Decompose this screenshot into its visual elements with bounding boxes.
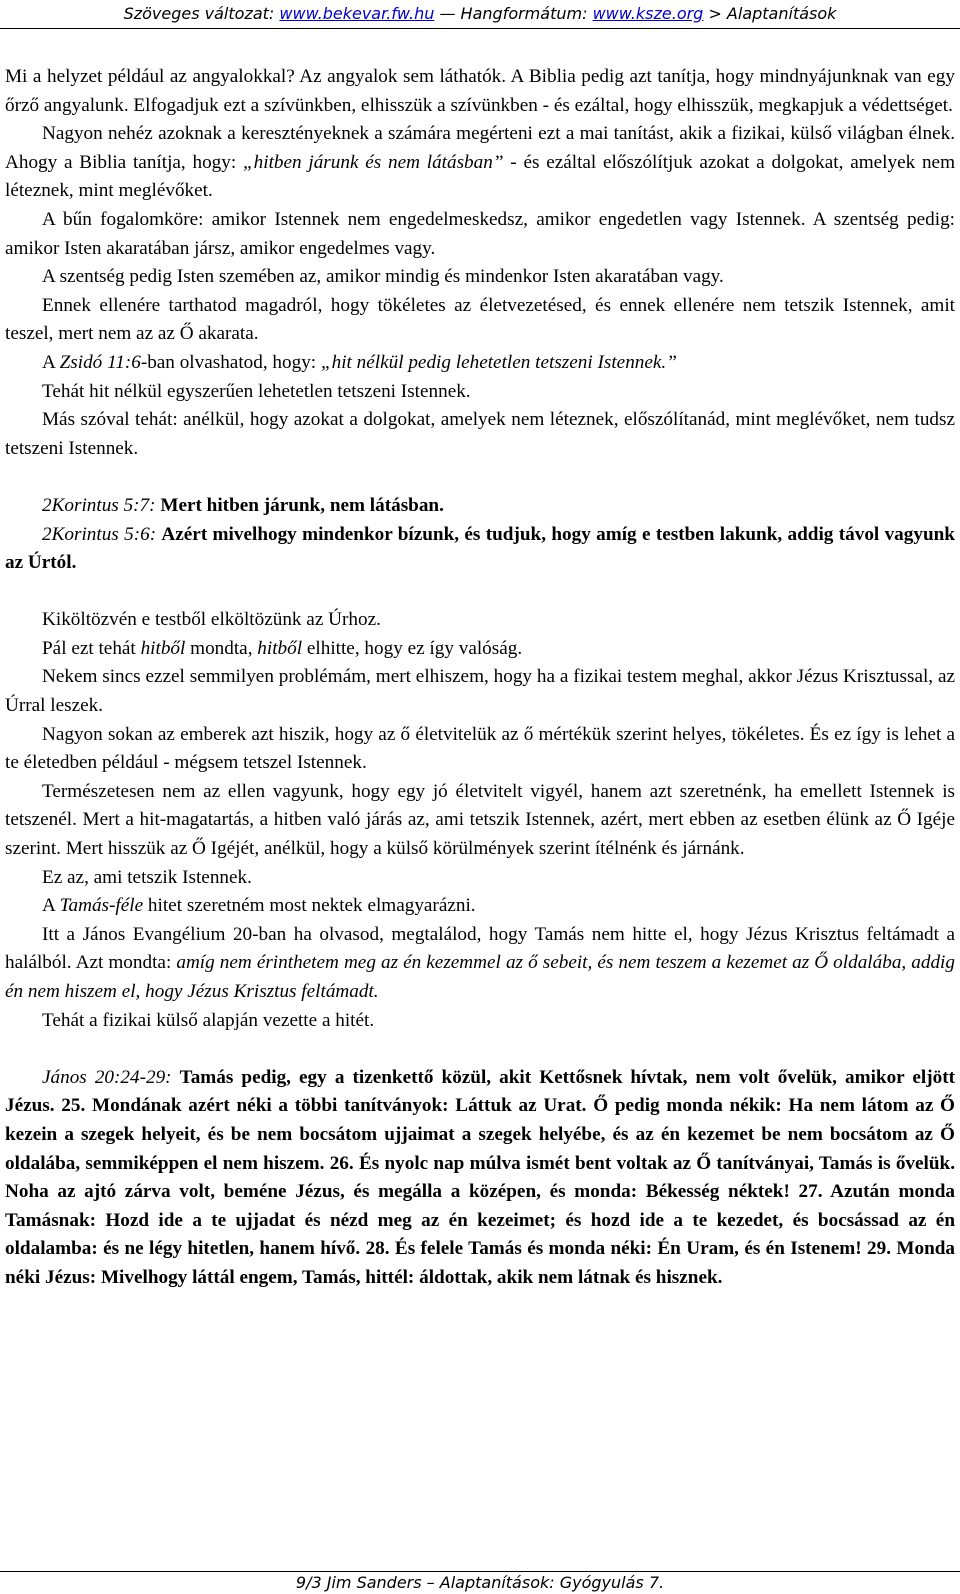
p10-d: hitből bbox=[257, 637, 303, 659]
verse-ref: János 20:24-29: bbox=[42, 1066, 172, 1088]
p6-quote: „hit nélkül pedig lehetetlen tetszeni Istennek.” bbox=[320, 351, 677, 373]
paragraph-without-faith: Tehát hit nélkül egyszerűen lehetetlen tetszeni Istennek. bbox=[42, 380, 471, 402]
paragraph-john-20 bbox=[5, 921, 955, 1007]
paragraph-naturally: Természetesen nem az ellen vagyunk, hogy egy jó életvitelt vigyél, hanem azt szeretnénk, ha emellett Istennek is tetszenél. Mert a hit-magatartás, a hitben való járás az, ami tetszik Istennek, azért, mert ebben az esetben élünk az Ő Igéje szerint. Mert hisszük az Ő Igéjét, anélkül, hogy a külső körülmények szerint ítélnénk és járnánk. bbox=[5, 780, 955, 860]
verse-ref: 2Korintus 5:6: bbox=[42, 523, 157, 545]
p15-a: A bbox=[42, 895, 60, 917]
paragraph-leave-body: Kiköltözvén e testből elköltözünk az Úrhoz. bbox=[42, 609, 381, 631]
paragraph-thomas-faith bbox=[5, 892, 955, 921]
page-header bbox=[0, 0, 960, 27]
header-audio-label: Hangformátum: bbox=[460, 4, 588, 23]
p6-middle: -ban olvashatod, hogy: bbox=[140, 351, 321, 373]
paragraph-sin: A bűn fogalomköre: amikor Istennek nem engedelmeskedsz, amikor engedetlen vagy Istennek. A szentség pedig: amikor Isten akaratában jársz, amikor engedelmes vagy. bbox=[5, 208, 955, 259]
verse-2cor-5-6 bbox=[5, 521, 955, 578]
p15-name: Tamás-féle bbox=[59, 895, 144, 917]
header-dash: — bbox=[439, 4, 456, 23]
paragraph-holiness: A szentség pedig Isten szemében az, amikor mindig és mindenkor Isten akaratában vagy. bbox=[42, 266, 724, 288]
verse-john-20-24-29 bbox=[5, 1064, 955, 1293]
paragraph-many-people: Nagyon sokan az emberek azt hiszik, hogy az ő életvitelük az ő mértékük szerint helyes, tökéletes. És ez így is lehet a te életedben például - mégsem tetszel Istennek. bbox=[5, 723, 955, 774]
header-divider bbox=[0, 28, 960, 29]
header-section: > Alaptanítások bbox=[708, 4, 837, 23]
page-footer: 9/3 Jim Sanders – Alaptanítások: Gyógyulás 7. bbox=[295, 1573, 665, 1592]
paragraph-other-words: Más szóval tehát: anélkül, hogy azokat a dolgokat, amelyek nem léteznek, előszólítanád, mint meglévőket, nem tudsz tetszeni Istennek. bbox=[5, 409, 955, 459]
paragraph-no-problem: Nekem sincs ezzel semmilyen problémám, mert elhiszem, hogy ha a fizikai testem meghal, akkor Jézus Krisztussal, az Úrral leszek. bbox=[5, 666, 955, 717]
p16-quote: amíg nem érinthetem meg az én kezemmel az ő sebeit, és nem teszem a kezemet az Ő oldalába, addig én nem hiszem el, hogy Jézus Krisztus feltámadt. bbox=[5, 952, 955, 1002]
header-text-label: Szöveges változat: bbox=[123, 4, 275, 23]
p6-ref: Zsidó 11:6 bbox=[59, 351, 141, 373]
verse-text: Mert hitben járunk, nem látásban. bbox=[160, 494, 444, 516]
verse-ref: 2Korintus 5:7: bbox=[42, 494, 156, 516]
spacer bbox=[5, 578, 955, 607]
paragraph-perfect-life: Ennek ellenére tarthatod magadról, hogy tökéletes az életvezetésed, és ennek ellenére nem tetszik Istennek, amit teszel, mert nem az az Ő akarata. bbox=[5, 294, 955, 345]
p10-b: hitből bbox=[140, 637, 186, 659]
p10-e: elhitte, hogy ez így valóság. bbox=[302, 637, 523, 659]
ksze-link[interactable]: www.ksze.org bbox=[592, 4, 704, 23]
paragraph-pleases-god: Ez az, ami tetszik Istennek. bbox=[42, 866, 252, 888]
p16-text: Itt a János Evangélium 20-ban ha olvasod, megtalálod, hogy Tamás nem hitte el, hogy Jézus Krisztus feltámadt a halálból. Azt mondta: bbox=[5, 923, 955, 974]
paragraph-paul bbox=[5, 635, 955, 664]
verse-2cor-5-7 bbox=[5, 492, 955, 521]
paragraph-hebrews bbox=[5, 349, 955, 378]
spacer bbox=[5, 463, 955, 492]
p2-text-after: - és ezáltal előszólítjuk azokat a dolgokat, amelyek nem léteznek, mint meglévőket. bbox=[5, 151, 955, 202]
document-body bbox=[5, 63, 955, 1293]
bekevar-link[interactable]: www.bekevar.fw.hu bbox=[279, 4, 435, 23]
verse-text: Tamás pedig, egy a tizenkettő közül, akit Kettősnek hívtak, nem volt ővelük, amikor eljött Jézus. 25. Mondának azért néki a többi tanítványok: Láttuk az Urat. Ő pedig monda nékik: Ha nem látom az Ő kezein a szegek helyeit, és be nem bocsátom ujjaimat a szegek helyébe, és az én kezemet be nem bocsátom az Ő oldalába, semmiképpen el nem hiszem. 26. És nyolc nap múlva ismét bent voltak az Ő tanítványai, Tamás is ővelük. Noha az ajtó zárva volt, beméne Jézus, és megálla a középen, és monda: Békesség néktek! 27. Azután monda Tamásnak: Hozd ide a te ujjadat és nézd meg az én kezeimet; és hozd ide a te kezedet, és bocsássad az én oldalamba: és ne légy hitetlen, hanem hívő. 28. És felele Tamás és monda néki: Én Uram, és én Istenem! 29. Monda néki Jézus: Mivelhogy láttál engem, Tamás, hittél: áldottak, akik nem látnak és hisznek. bbox=[5, 1066, 956, 1288]
paragraph-angels: Mi a helyzet például az angyalokkal? Az angyalok sem láthatók. A Biblia pedig azt tanítja, hogy mindnyájunknak van egy őrző angyalunk. Elfogadjuk ezt a szívünkben, elhisszük a szívünkben - és ezáltal, hogy elhisszük, megkapjuk a védettséget. bbox=[5, 66, 955, 116]
paragraph-hard-to-understand bbox=[5, 120, 955, 206]
verse-text: Azért mivelhogy mindenkor bízunk, és tudjuk, hogy amíg e testben lakunk, addig távol vagyunk az Úrtól. bbox=[5, 523, 955, 574]
p2-text: Nagyon nehéz azoknak a keresztényeknek a számára megérteni ezt a mai tanítást, akik a fizikai, külső világban élnek. Ahogy a Biblia tanítja, hogy: bbox=[5, 123, 955, 173]
spacer bbox=[5, 1035, 955, 1064]
p10-a: Pál ezt tehát bbox=[42, 637, 141, 659]
p2-quote: „hitben járunk és nem látásban” bbox=[242, 151, 504, 173]
p10-c: mondta, bbox=[185, 637, 258, 659]
p6-text: A bbox=[42, 351, 60, 373]
paragraph-physical: Tehát a fizikai külső alapján vezette a hitét. bbox=[42, 1009, 375, 1031]
p15-c: hitet szeretném most nektek elmagyarázni. bbox=[143, 895, 476, 917]
